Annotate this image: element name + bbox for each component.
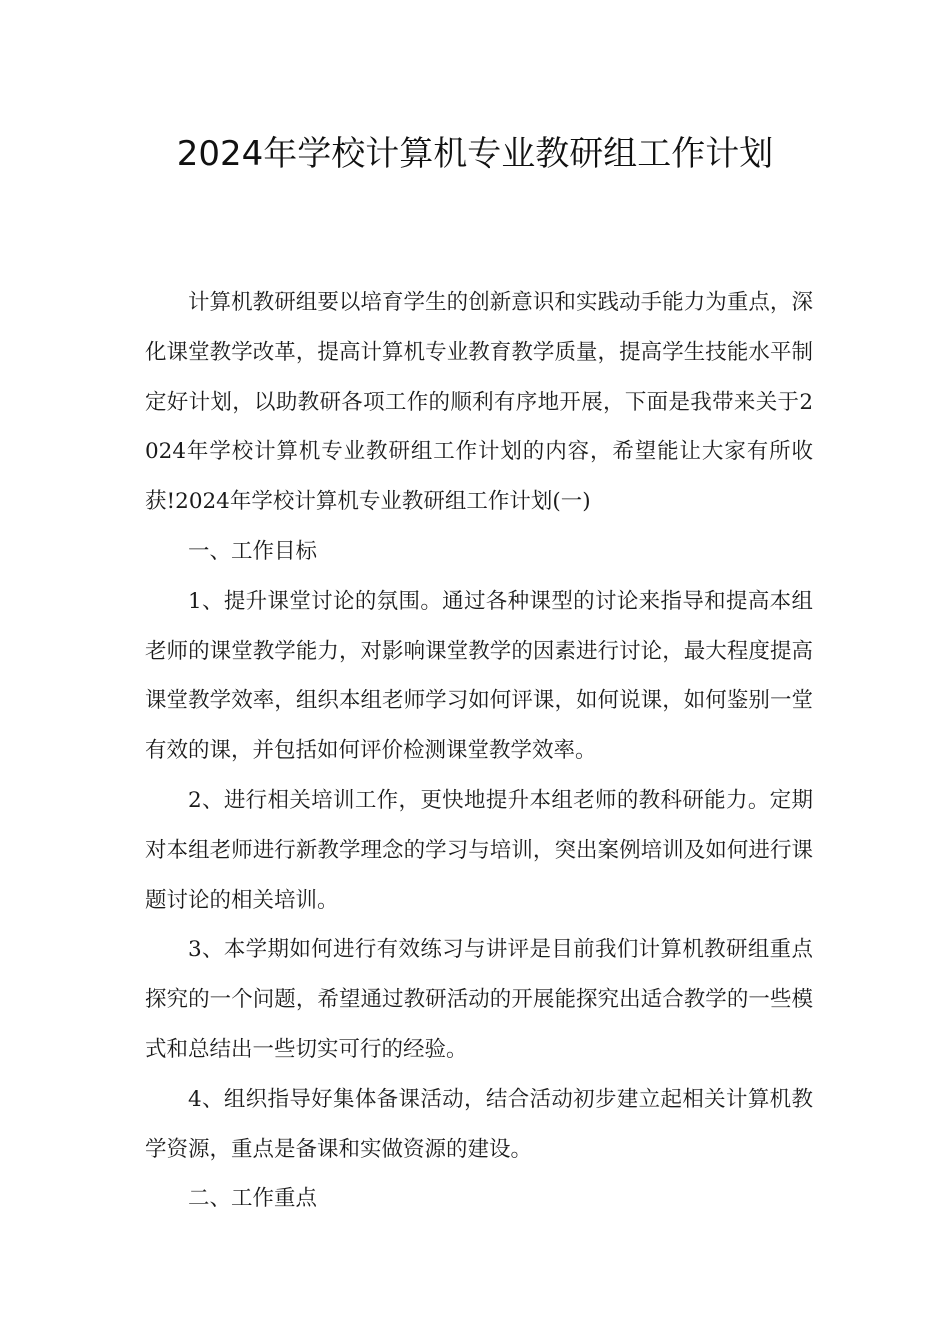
section-heading-focus: 二、工作重点 [188, 1186, 318, 1212]
goal-item-3: 3、本学期如何进行有效练习与讲评是目前我们计算机教研组重点探究的一个问题，希望通过教研活动的开展能探究出适合教学的一些模式和总结出一些切实可行的经验。 [145, 937, 813, 1062]
intro-paragraph: 计算机教研组要以培育学生的创新意识和实践动手能力为重点，深化课堂教学改革，提高计算机专业教育教学质量，提高学生技能水平制定好计划，以助教研各项工作的顺利有序地开展，下面是我带来关于2024年学校计算机专业教研组工作计划的内容，希望能让大家有所收获!2024年学校计算机专业教研组工作计划(一) [145, 290, 813, 515]
goal-item-1: 1、提升课堂讨论的氛围。通过各种课型的讨论来指导和提高本组老师的课堂教学能力，对影响课堂教学的因素进行讨论，最大程度提高课堂教学效率，组织本组老师学习如何评课，如何说课，如何鉴别一堂有效的课，并包括如何评价检测课堂教学效率。 [145, 588, 813, 764]
goal-item-4: 4、组织指导好集体备课活动，结合活动初步建立起相关计算机教学资源，重点是备课和实做资源的建设。 [145, 1086, 813, 1162]
document-body [145, 278, 813, 1224]
section-heading-goals: 一、工作目标 [188, 538, 318, 564]
document-title: 2024年学校计算机专业教研组工作计划 [176, 134, 774, 174]
goal-item-2: 2、进行相关培训工作，更快地提升本组老师的教科研能力。定期对本组老师进行新教学理念的学习与培训，突出案例培训及如何进行课题讨论的相关培训。 [145, 787, 813, 913]
